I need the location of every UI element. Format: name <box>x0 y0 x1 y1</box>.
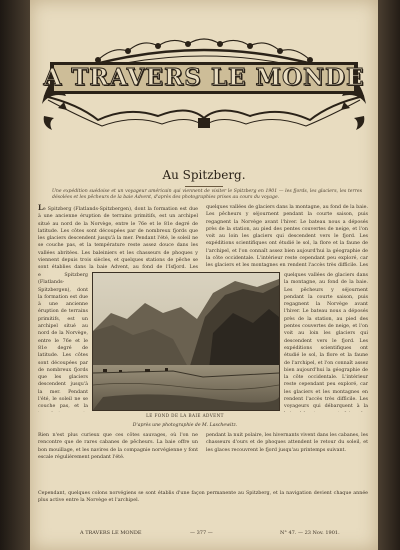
column-right-narrow-text: quelques vallées de glaciers dans la montagne, au fond de la baie. Les pêcheurs y séjournent pendant la courte saison, puis regagnent la Norvège avant l'hiver. Le bateau nous a déposés près de la station, au pied des pentes couvertes de neige, et l'on voit au loin les glaciers qui descendent vers le fjord. Les expéditions scientifiques ont étudié le sol, la flore et la faune de l'archipel, et l'on connaît assez bien aujourd'hui la géographie de la côte occidentale. L'intérieur reste cependant peu exploré, car les glaciers et les montagnes en rendent l'accès très difficile. Les voyageurs qui débarquent à la <box>284 273 368 410</box>
article-column-left-top <box>38 204 198 270</box>
masthead-title: A TRAVERS LE MONDE <box>43 64 365 91</box>
article-column-right-top <box>206 204 368 270</box>
footer-issue: N° 47. — 23 Nov. 1901. <box>280 530 340 536</box>
column-right-bottom-text: pendant la nuit polaire, les hivernants vivent dans les cabanes, les chasseurs d'ours et de phoques attendent le retour du soleil, et les glaces recouvrent le fjord jusqu'au printemps suivant. <box>206 433 368 453</box>
page-edge <box>378 0 400 550</box>
photo-credit: D'après une photographie de M. Laschewitz. <box>132 423 238 428</box>
article-column-right-bottom <box>206 432 368 488</box>
title-divider <box>185 186 223 187</box>
article-column-right-narrow <box>284 272 368 412</box>
article-column-left-narrow <box>38 272 88 412</box>
article-column-left-bottom <box>38 432 198 488</box>
column-left-narrow-text: e Spitzberg (Flatlands-Spitzbergen), dont la formation est due à une ancienne éruption de terrains primitifs, est un archipel situé au nord de la Norvège, entre le 76e et le 81e degré de latitude. Les côtes sont découpées par de nombreux fjords que les glaciers descendent jusqu'à la mer. Pendant l'été, le soleil ne se couche pas, et la <box>38 273 88 410</box>
article-intro: Une expédition suédoise et un voyageur américain qui viennent de visiter le Spitzberg en 1901 — les fjords, les glaciers, les terres désolées et les pêcheurs de la baie Advent, d'après des photographies prises au cours du voyage. <box>52 189 362 200</box>
landscape-image <box>93 273 279 410</box>
closing-text: Cependant, quelques colons norvégiens se sont établis d'une façon permanente au Spitzberg, et la navigation devient chaque année plus active entre la Norvège et l'archipel. <box>38 491 368 504</box>
masthead <box>38 34 370 134</box>
drop-cap: L <box>38 204 43 212</box>
column-right-text: quelques vallées de glaciers dans la montagne, au fond de la baie. Les pêcheurs y séjournent pendant la courte saison, puis regagnent la Norvège avant l'hiver. Le bateau nous a déposés près de la station, au pied des pentes couvertes de neige, et l'on voit au loin les glaciers qui descendent vers le fjord. Les expéditions scientifiques ont étudié le sol, la flore et la faune de l'archipel, et l'on connaît assez bien aujourd'hui la géographie de la côte occidentale. L'intérieur reste cependant peu exploré, car les glaciers et les montagnes en rendent l'accès très difficile. Les <box>206 205 368 269</box>
article-title: Au Spitzberg. <box>162 168 246 182</box>
book-binding <box>0 0 30 550</box>
column-left-text: e Spitzberg (Flatlands-Spitzbergen), dont la formation est due à une ancienne éruption de terrains primitifs, est un archipel situé au nord de la Norvège, entre le 76e et le 81e degré de latitude. Les côtes sont découpées par de nombreux fjords que les glaciers descendent jusqu'à la mer. Pendant l'été, le soleil ne se couche pas, et la température reste assez douce dans les vallées abritées. Les baleiniers et les chasseurs de phoques y viennent depuis trois siècles, et quelques stations de pêche se sont établies dans la baie Advent, au fond de l'Isfjord. Les <box>38 207 198 270</box>
article-closing-paragraph <box>38 490 368 520</box>
column-left-bottom-text: Rien n'est plus curieux que ces côtes sauvages, où l'on ne rencontre que de rares cabanes de pêcheurs. La baie offre un bon mouillage, et les navires de la compagnie norvégienne y font escale régulièrement pendant l'été. <box>38 433 198 460</box>
photo-caption: LE FOND DE LA BAIE ADVENT <box>146 413 224 418</box>
footer-page-number: — 377 — <box>190 530 213 536</box>
magazine-page <box>30 0 378 550</box>
page-footer <box>30 530 378 540</box>
photograph-advent-bay <box>92 272 280 411</box>
footer-magazine-name: A TRAVERS LE MONDE <box>80 530 142 536</box>
